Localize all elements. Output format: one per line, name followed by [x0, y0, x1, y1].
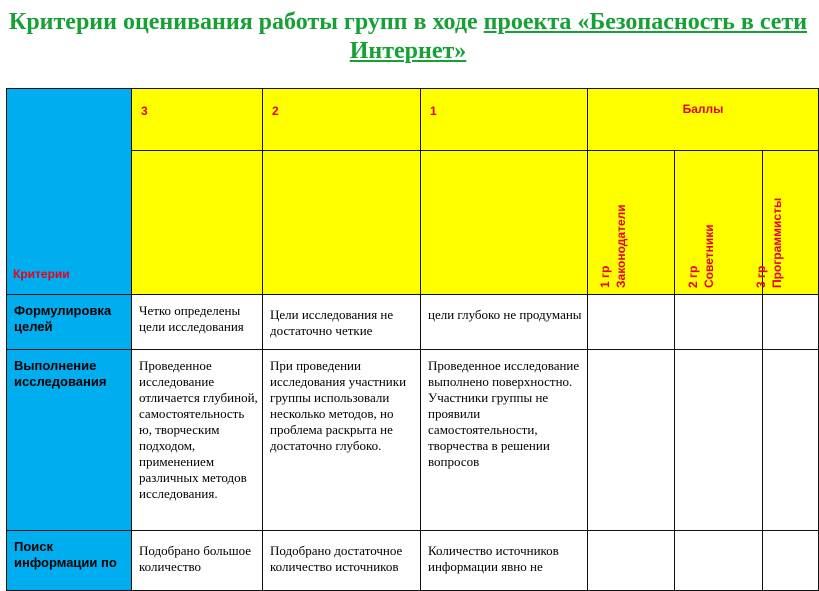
group-3-label: 3 гр Программисты [753, 197, 784, 288]
row-search-score-3: Подобрано большое количество [132, 531, 263, 591]
score-3-label: 3 [141, 104, 148, 118]
row-goals-group-3 [763, 295, 819, 350]
criteria-table [6, 88, 819, 591]
row-goals-score-3: Четко определены цели исследования [132, 295, 263, 350]
header-score-2 [263, 89, 421, 151]
row-research-group-1 [588, 350, 675, 531]
row-goals-score-2: Цели исследования не достаточно четкие [263, 295, 421, 350]
row-goals-score-1: цели глубоко не продуманы [421, 295, 588, 350]
header-criteria-cell [7, 89, 132, 295]
group-3-cell [753, 151, 819, 295]
header-criteria-label: Критерии [13, 267, 70, 281]
group-2-label: 2 гр Советники [685, 224, 716, 288]
row-criterion-research: Выполнение исследования [7, 350, 132, 531]
row-criterion-goals: Формулировка целей [7, 295, 132, 350]
header-empty-3 [132, 151, 263, 295]
row-search-score-1: Количество источников информации явно не [421, 531, 588, 591]
header-empty-1 [421, 151, 588, 295]
score-1-label: 1 [430, 104, 437, 118]
score-2-label: 2 [272, 104, 279, 118]
row-research-score-3: Проведенное исследование отличается глубиной, самостоятельность ю, творческим подходом, применением различных методов исследования. [132, 350, 263, 531]
table-row [7, 295, 819, 350]
group-1-label: 1 гр Законодатели [598, 204, 628, 288]
page-title [0, 8, 816, 66]
row-search-group-3 [763, 531, 819, 591]
table-row [7, 350, 819, 531]
header-points-cell [588, 89, 819, 151]
row-goals-group-2 [675, 295, 763, 350]
header-empty-2 [263, 151, 421, 295]
header-row-1 [7, 89, 819, 151]
row-search-group-2 [675, 531, 763, 591]
title-part1: Критерии оценивания работы групп в ходе [8, 9, 484, 35]
row-goals-group-1 [588, 295, 675, 350]
table-row [7, 531, 819, 591]
row-criterion-search: Поиск информации по [7, 531, 132, 591]
row-research-score-2: При проведении исследования участники группы использовали несколько методов, но проблема раскрыта не достаточно глубоко. [263, 350, 421, 531]
group-2-cell [675, 151, 763, 295]
title-project-name: проекта «Безопасность в сети Интернет» [349, 9, 808, 64]
group-1-cell [588, 151, 675, 295]
row-research-group-3 [763, 350, 819, 531]
row-research-score-1: Проведенное исследование выполнено поверхностно. Участники группы не проявили самостоятельности, творчества в решении вопросов [421, 350, 588, 531]
header-score-3 [132, 89, 263, 151]
row-search-group-1 [588, 531, 675, 591]
row-search-score-2: Подобрано достаточное количество источников [263, 531, 421, 591]
points-label: Баллы [682, 102, 724, 116]
header-score-1 [421, 89, 588, 151]
row-research-group-2 [675, 350, 763, 531]
